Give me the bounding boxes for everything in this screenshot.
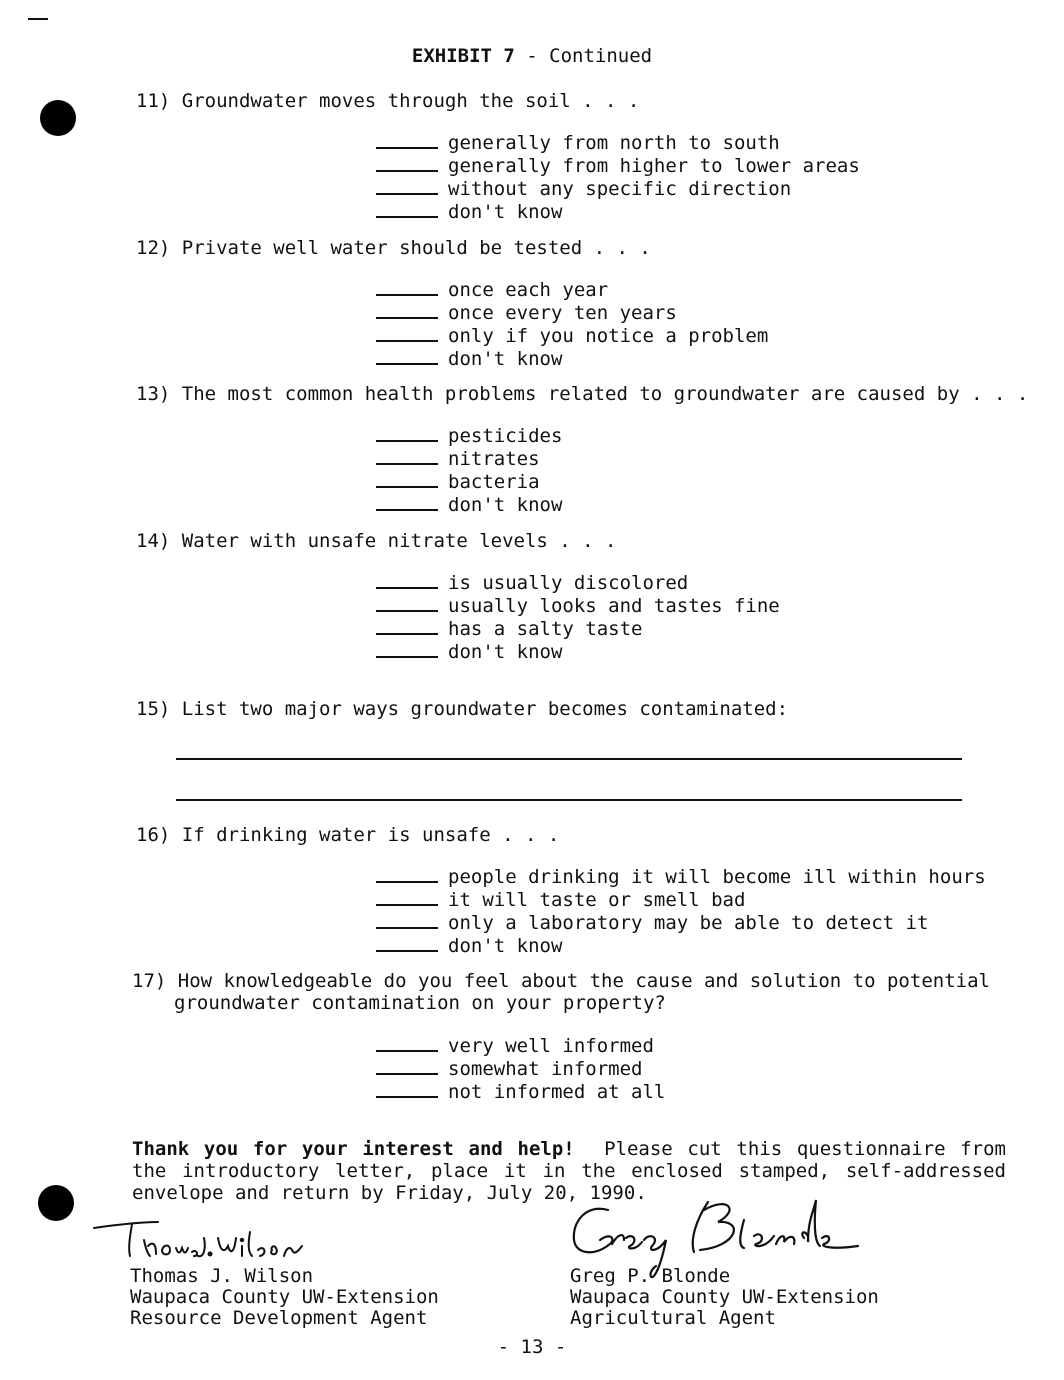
question-16: 16) If drinking water is unsafe . . . [136, 824, 560, 846]
options-14 [376, 571, 780, 663]
answer-blank[interactable] [376, 888, 438, 906]
question-text: The most common health problems related to groundwater are caused by . . . [181, 383, 1029, 405]
answer-option[interactable]: bacteria [376, 470, 562, 493]
options-17 [376, 1034, 665, 1103]
answer-blank[interactable] [376, 154, 438, 172]
answer-option[interactable]: is usually discolored [376, 571, 780, 594]
answer-option[interactable]: not informed at all [376, 1080, 665, 1103]
answer-blank[interactable] [376, 424, 438, 442]
closing-text: Please cut this questionnaire from the introductory letter, place it in the enclosed stamped, self-addressed envelope and return by Friday, July 20, 1990. [132, 1138, 1006, 1204]
signer-title: Agricultural Agent [570, 1307, 776, 1329]
answer-option[interactable]: it will taste or smell bad [376, 888, 986, 911]
question-text: How knowledgeable do you feel about the cause and solution to potential [177, 970, 990, 992]
answer-blank[interactable] [376, 594, 438, 612]
answer-blank[interactable] [376, 1057, 438, 1075]
options-16 [376, 865, 986, 957]
answer-blank[interactable] [376, 324, 438, 342]
answer-blank[interactable] [376, 865, 438, 883]
question-15: 15) List two major ways groundwater becomes contaminated: [136, 698, 789, 720]
answer-blank[interactable] [376, 301, 438, 319]
question-12: 12) Private well water should be tested . . . [136, 237, 651, 259]
answer-blank[interactable] [376, 493, 438, 511]
question-17: 17) How knowledgeable do you feel about the cause and solution to potential groundwater contamination on your property? [132, 970, 990, 1014]
signer-name: Thomas J. Wilson [130, 1265, 314, 1287]
continued-label: - Continued [526, 45, 653, 67]
question-11: 11) Groundwater moves through the soil . . . [136, 90, 640, 112]
punch-hole-top [40, 100, 76, 136]
answer-option[interactable]: people drinking it will become ill within hours [376, 865, 986, 888]
signer-org: Waupaca County UW-Extension [570, 1286, 879, 1308]
answer-option[interactable]: pesticides [376, 424, 562, 447]
question-text-continued: groundwater contamination on your property? [174, 992, 666, 1014]
answer-line-1[interactable] [176, 758, 962, 760]
answer-blank[interactable] [376, 347, 438, 365]
signature-block-right [570, 1266, 879, 1329]
answer-option[interactable]: somewhat informed [376, 1057, 665, 1080]
options-11 [376, 131, 860, 223]
answer-blank[interactable] [376, 934, 438, 952]
question-text: Water with unsafe nitrate levels . . . [181, 530, 617, 552]
signature-wilson [92, 1210, 322, 1270]
punch-hole-bottom [38, 1185, 74, 1221]
answer-blank[interactable] [376, 131, 438, 149]
question-text: Groundwater moves through the soil . . . [181, 90, 640, 112]
answer-option[interactable]: without any specific direction [376, 177, 860, 200]
closing-bold: Thank you for your interest and help! [132, 1138, 575, 1160]
answer-option[interactable]: very well informed [376, 1034, 665, 1057]
answer-blank[interactable] [376, 911, 438, 929]
question-text: Private well water should be tested . . . [181, 237, 651, 259]
answer-option[interactable]: don't know [376, 200, 860, 223]
signer-name: Greg P. Blonde [570, 1265, 731, 1287]
answer-option[interactable]: has a salty taste [376, 617, 780, 640]
answer-blank[interactable] [376, 200, 438, 218]
answer-option[interactable]: only a laboratory may be able to detect it [376, 911, 986, 934]
exhibit-label: EXHIBIT 7 [411, 45, 515, 67]
answer-line-2[interactable] [176, 799, 962, 801]
answer-blank[interactable] [376, 177, 438, 195]
page-number: - 13 - [497, 1336, 567, 1358]
answer-option[interactable]: usually looks and tastes fine [376, 594, 780, 617]
options-13 [376, 424, 562, 516]
answer-blank[interactable] [376, 470, 438, 488]
question-text: List two major ways groundwater becomes contaminated: [181, 698, 789, 720]
question-14: 14) Water with unsafe nitrate levels . . . [136, 530, 617, 552]
answer-option[interactable]: don't know [376, 640, 780, 663]
answer-option[interactable]: don't know [376, 934, 986, 957]
options-12 [376, 278, 768, 370]
answer-blank[interactable] [376, 571, 438, 589]
page-title [0, 45, 1064, 67]
answer-option[interactable]: don't know [376, 493, 562, 516]
answer-option[interactable]: nitrates [376, 447, 562, 470]
answer-option[interactable]: once each year [376, 278, 768, 301]
answer-blank[interactable] [376, 1034, 438, 1052]
answer-option[interactable]: generally from north to south [376, 131, 860, 154]
signature-block-left [130, 1266, 439, 1329]
answer-option[interactable]: generally from higher to lower areas [376, 154, 860, 177]
answer-blank[interactable] [376, 617, 438, 635]
signer-org: Waupaca County UW-Extension [130, 1286, 439, 1308]
corner-mark [28, 18, 48, 20]
answer-option[interactable]: once every ten years [376, 301, 768, 324]
signer-title: Resource Development Agent [130, 1307, 428, 1329]
answer-blank[interactable] [376, 640, 438, 658]
answer-blank[interactable] [376, 278, 438, 296]
answer-blank[interactable] [376, 1080, 438, 1098]
answer-option[interactable]: only if you notice a problem [376, 324, 768, 347]
answer-blank[interactable] [376, 447, 438, 465]
question-text: If drinking water is unsafe . . . [181, 824, 560, 846]
question-13: 13) The most common health problems related to groundwater are caused by . . . [136, 383, 1029, 405]
answer-option[interactable]: don't know [376, 347, 768, 370]
